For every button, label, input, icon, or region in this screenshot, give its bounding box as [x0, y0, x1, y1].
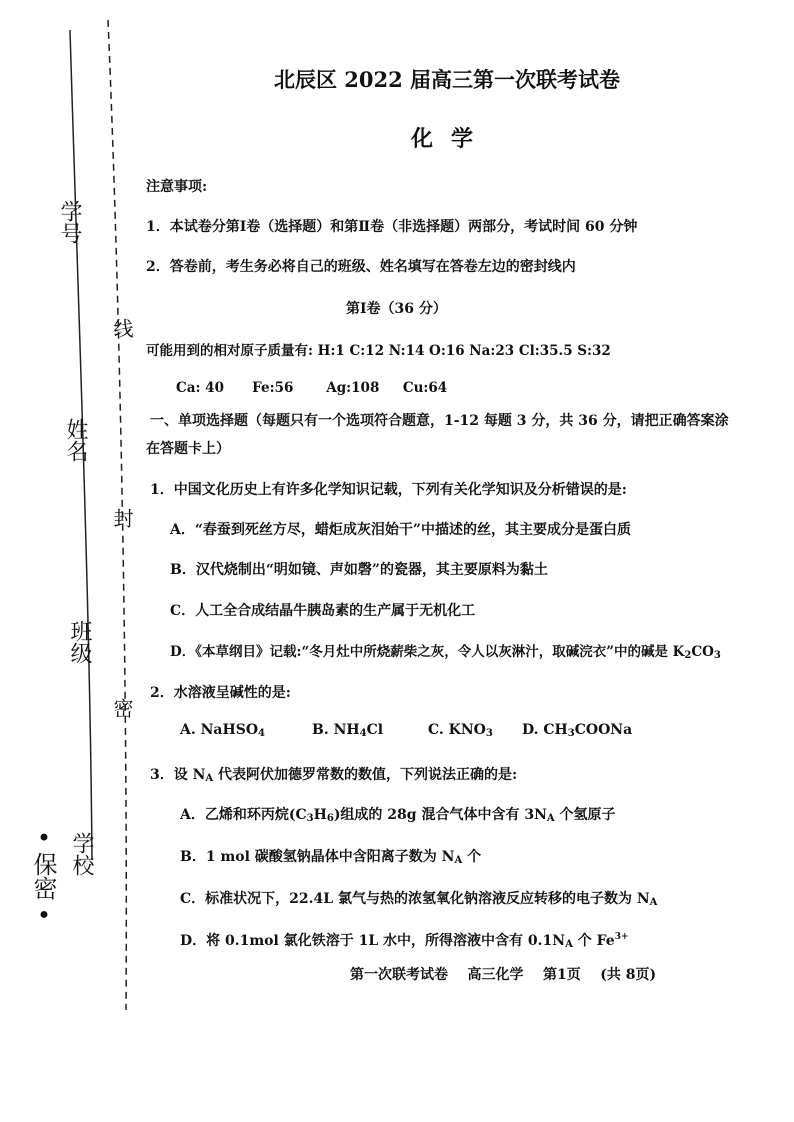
q3-option-a-sub1: 3	[306, 813, 314, 824]
q2-option-b	[312, 722, 383, 739]
q3-option-a-mid: H	[313, 807, 327, 823]
q3-option-d	[180, 930, 629, 950]
seal-line-char-mi: 密	[110, 698, 134, 718]
q1-option-d-sub2: 3	[713, 650, 721, 661]
q1-option-a: A．“春蚕到死丝方尽，蜡炬成灰泪始干”中描述的丝，其主要成分是蛋白质	[170, 522, 631, 538]
class-label: 班级	[67, 620, 92, 664]
q2-option-d-text: D. CH	[522, 722, 568, 738]
q3-stem-suffix: 代表阿伏加德罗常数的数值，下列说法正确的是:	[213, 767, 518, 783]
part1-heading: 第Ⅰ卷（36 分）	[346, 301, 447, 317]
q2-option-b-text: B. NH	[312, 722, 360, 738]
confidential-label: • 保密 •	[29, 830, 57, 922]
q3-option-b-suffix: 个	[462, 849, 482, 865]
q2-stem: 2．水溶液呈碱性的是:	[150, 685, 291, 701]
q2-option-a-sub: 4	[258, 728, 265, 739]
q3-option-d-prefix: D．将 0.1mol 氯化铁溶于 1L 水中，所得溶液中含有 0.1N	[180, 933, 566, 949]
q1-option-c: C．人工全合成结晶牛胰岛素的生产属于无机化工	[170, 603, 476, 619]
school-label: 学校	[69, 832, 94, 876]
q3-stem-prefix: 3．设 N	[150, 767, 206, 783]
exam-title: 北辰区 2022 届高三第一次联考试卷	[273, 67, 621, 92]
q3-stem	[150, 764, 517, 784]
q2-option-c	[428, 722, 493, 739]
atomic-mass-line-1: 可能用到的相对原子质量有: H:1 C:12 N:14 O:16 Na:23 Cl:35.5 S:32	[146, 343, 611, 359]
q1-option-b: B．汉代烧制出“明如镜、声如磬”的瓷器，其主要原料为黏土	[170, 562, 548, 578]
q1-option-d	[170, 640, 721, 661]
q1-option-d-prefix: D．《本草纲目》记载:“冬月灶中所烧薪柴之灰，令人以灰淋汁，取碱浣衣”中的碱是 K	[170, 644, 685, 660]
notes-item-2: 2．答卷前，考生务必将自己的班级、姓名填写在答卷左边的密封线内	[146, 259, 576, 275]
q3-option-b-sub: A	[454, 855, 463, 866]
student-number-label: 学号	[57, 200, 82, 244]
q3-option-d-sup: 3+	[614, 932, 629, 942]
q1-option-d-sub: 2	[684, 650, 692, 661]
q3-option-a-suffix: 个氢原子	[554, 807, 616, 823]
q3-option-d-sub: A	[565, 939, 573, 950]
seal-line-char-feng: 封	[110, 508, 134, 528]
notes-heading: 注意事项:	[146, 179, 208, 195]
q3-option-a-mid2: )组成的 28g 混合气体中含有 3N	[333, 807, 547, 823]
page-footer: 第一次联考试卷 高三化学 第1页 (共 8页)	[350, 967, 657, 983]
q3-option-c-prefix: C．标准状况下，22.4L 氯气与热的浓氢氧化钠溶液反应转移的电子数为 N	[180, 891, 650, 907]
seal-line-char-xian: 线	[110, 318, 134, 338]
q2-option-a	[180, 722, 265, 739]
student-name-label: 姓名	[63, 418, 88, 462]
q3-option-c	[180, 888, 657, 908]
binding-margin-lines	[0, 0, 140, 1122]
section-instructions-line-1: 一、单项选择题（每题只有一个选项符合题意，1-12 每题 3 分，共 36 分，请把正确答案涂	[150, 413, 729, 429]
atomic-mass-line-2: Ca: 40 Fe:56 Ag:108 Cu:64	[176, 380, 448, 396]
q3-option-c-sub: A	[649, 897, 658, 908]
subject-title: 化学	[410, 126, 491, 152]
q2-option-b-suffix: Cl	[366, 722, 384, 738]
q3-option-b-prefix: B．1 mol 碳酸氢钠晶体中含阳离子数为 N	[180, 849, 455, 865]
q2-option-d-sub: 3	[567, 728, 575, 739]
section-instructions-line-2: 在答题卡上）	[146, 441, 230, 457]
q3-stem-sub: A	[205, 773, 214, 784]
q1-option-d-suffix: CO	[691, 644, 714, 660]
q2-option-a-text: A. NaHSO	[180, 722, 259, 738]
q2-option-c-sub: 3	[485, 728, 493, 739]
q2-option-b-sub: 4	[359, 728, 367, 739]
q3-option-a-sub3: A	[546, 813, 555, 824]
q3-option-a-sub2: 6	[326, 813, 334, 824]
q3-option-d-mid: 个 Fe	[572, 933, 615, 949]
q3-option-a-prefix: A．乙烯和环丙烷(C	[180, 807, 307, 823]
q2-option-d	[522, 722, 632, 739]
notes-item-1: 1．本试卷分第Ⅰ卷（选择题）和第Ⅱ卷（非选择题）两部分，考试时间 60 分钟	[146, 219, 638, 235]
q3-option-b	[180, 846, 481, 866]
q2-option-d-suffix: COONa	[574, 722, 633, 738]
q1-stem: 1．中国文化历史上有许多化学知识记载，下列有关化学知识及分析错误的是:	[150, 482, 627, 498]
q3-option-a	[180, 804, 616, 824]
q2-option-c-text: C. KNO	[428, 722, 486, 738]
